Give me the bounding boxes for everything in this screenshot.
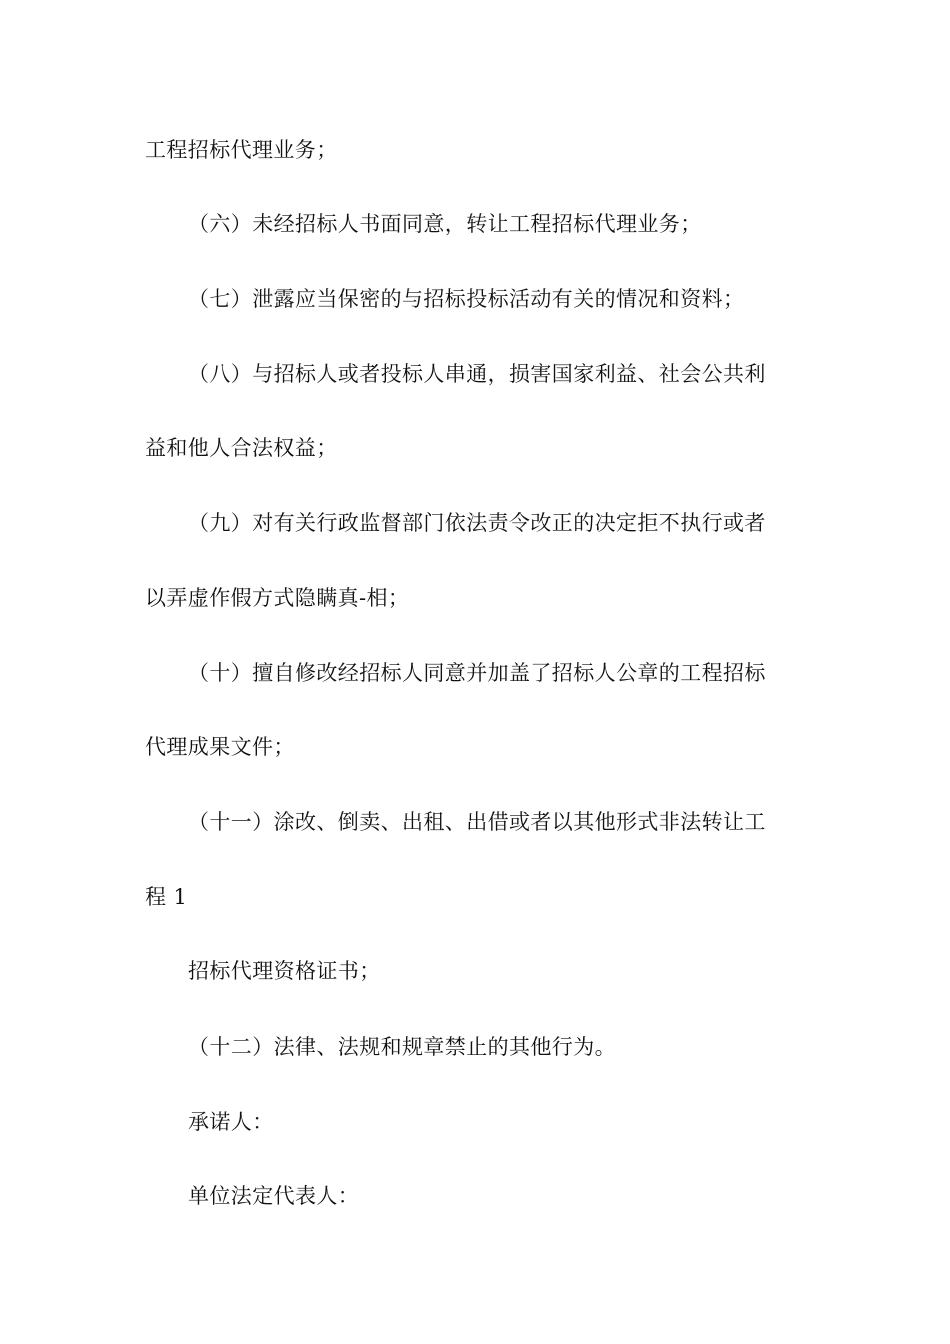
- text-line-13: （十二）法律、法规和规章禁止的其他行为。: [188, 1035, 616, 1059]
- text-line-2: （六）未经招标人书面同意，转让工程招标代理业务；: [188, 212, 702, 236]
- text-line-3: （七）泄露应当保密的与招标投标活动有关的情况和资料；: [188, 287, 745, 311]
- text-line-1: 工程招标代理业务；: [145, 138, 338, 162]
- text-line-12: 招标代理资格证书；: [188, 959, 381, 983]
- text-line-14: 承诺人：: [188, 1110, 274, 1134]
- text-line-9: 代理成果文件；: [145, 735, 295, 759]
- text-line-7: 以弄虚作假方式隐瞒真-相；: [145, 586, 410, 610]
- text-line-15: 单位法定代表人：: [188, 1184, 360, 1208]
- text-line-6: （九）对有关行政监督部门依法责令改正的决定拒不执行或者: [188, 511, 766, 535]
- text-line-5: 益和他人合法权益；: [145, 436, 338, 460]
- text-line-10: （十一）涂改、倒卖、出租、出借或者以其他形式非法转让工: [188, 810, 766, 834]
- text-line-8: （十）擅自修改经招标人同意并加盖了招标人公章的工程招标: [188, 661, 766, 685]
- text-line-11: 程 1: [145, 885, 188, 909]
- text-line-4: （八）与招标人或者投标人串通，损害国家利益、社会公共利: [188, 362, 766, 386]
